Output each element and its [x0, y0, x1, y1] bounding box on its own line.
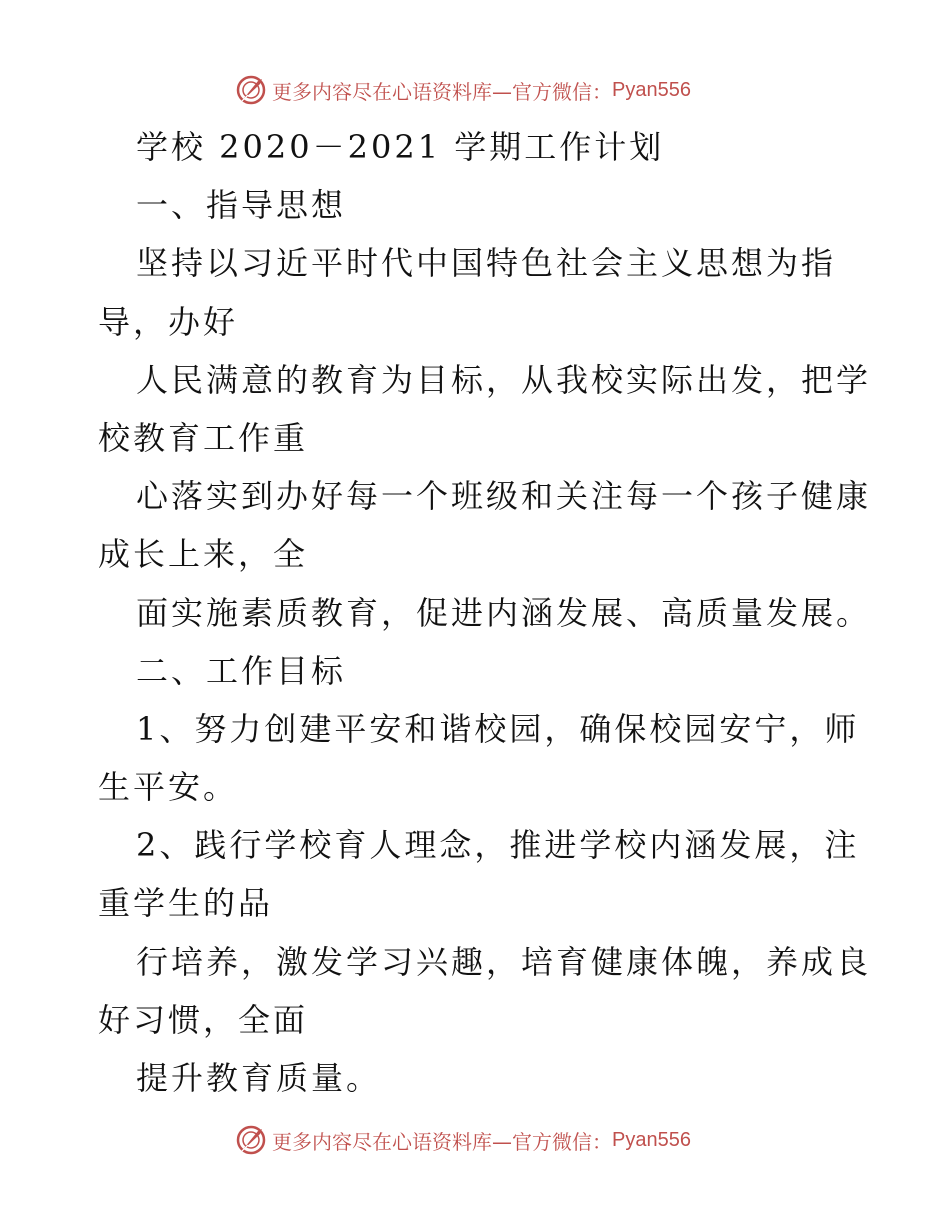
document-line: 2、践行学校育人理念，推进学校内涵发展，注 — [136, 826, 860, 865]
header-watermark — [234, 72, 691, 108]
document-line: 成长上来，全 — [98, 535, 309, 574]
watermark-wechat-id: Pyan556 — [612, 78, 691, 101]
document-body — [98, 118, 872, 1107]
quill-pen-logo-icon — [234, 1123, 268, 1157]
document-line: 行培养，激发学习兴趣，培育健康体魄，养成良 — [136, 942, 872, 981]
document-line: 学校 2020－2021 学期工作计划 — [136, 128, 665, 166]
document-line: 二、工作目标 — [136, 651, 347, 690]
document-line: 校教育工作重 — [98, 418, 309, 457]
watermark-wechat-id: Pyan556 — [612, 1128, 691, 1151]
watermark-text: 更多内容尽在心语资料库—官方微信： — [272, 79, 612, 104]
watermark-text: 更多内容尽在心语资料库—官方微信： — [272, 1129, 612, 1154]
document-line: 一、指导思想 — [136, 186, 347, 225]
document-line: 1、努力创建平安和谐校园，确保校园安宁，师 — [136, 709, 860, 748]
document-line: 提升教育质量。 — [136, 1059, 382, 1097]
document-line: 好习惯，全面 — [98, 1000, 309, 1039]
document-line: 人民满意的教育为目标，从我校实际出发，把学 — [136, 360, 872, 399]
document-line: 坚持以习近平时代中国特色社会主义思想为指 — [136, 244, 837, 283]
document-line: 心落实到办好每一个班级和关注每一个孩子健康 — [136, 477, 872, 516]
document-line: 导，办好 — [98, 302, 239, 341]
quill-pen-logo-icon — [234, 73, 268, 107]
document-line: 重学生的品 — [98, 884, 274, 923]
document-line: 面实施素质教育，促进内涵发展、高质量发展。 — [136, 593, 872, 632]
footer-watermark — [234, 1122, 691, 1158]
document-line: 生平安。 — [98, 768, 239, 807]
